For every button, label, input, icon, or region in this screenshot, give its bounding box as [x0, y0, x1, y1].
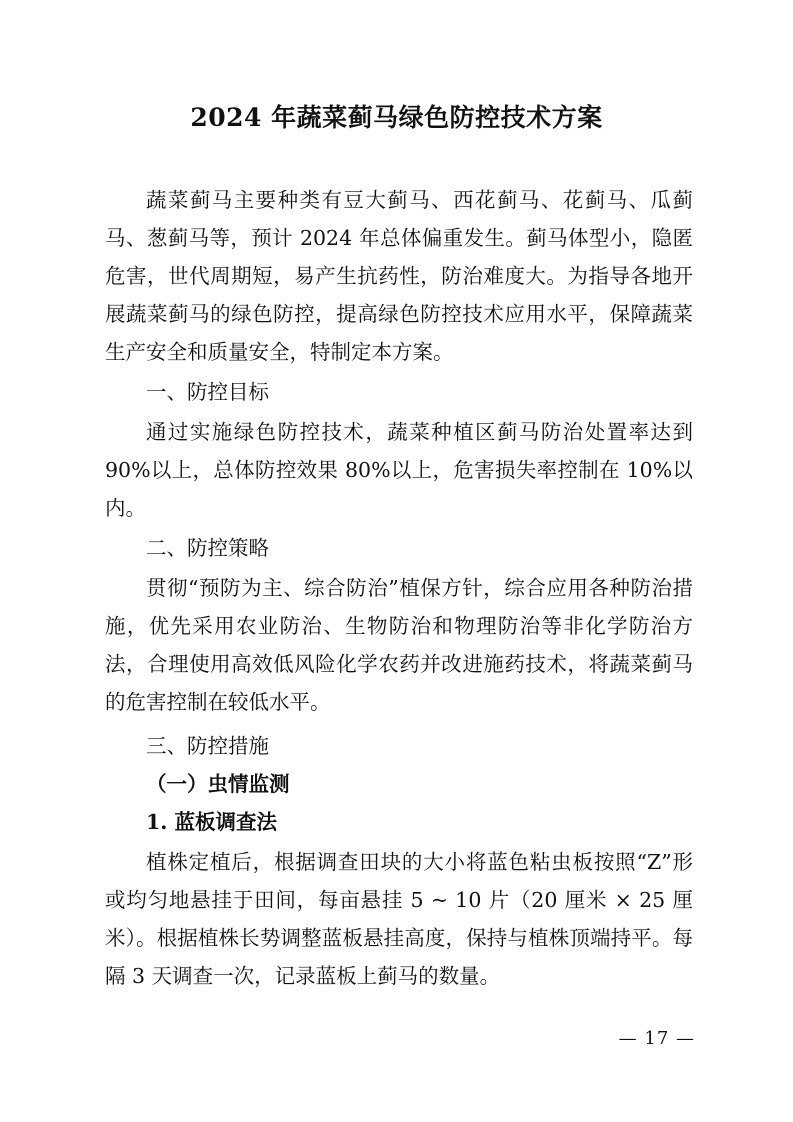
intro-paragraph: 蔬菜蓟马主要种类有豆大蓟马、西花蓟马、花蓟马、瓜蓟马、葱蓟马等，预计 2024 年总体偏重发生。蓟马体型小，隐匿危害，世代周期短，易产生抗药性，防治难度大。为指导各地开展蔬菜蓟马的绿色防控，提高绿色防控技术应用水平，保障蔬菜生产安全和质量安全，特制定本方案。 — [105, 188, 693, 364]
subsection-heading-monitoring: （一）虫情监测 — [146, 772, 290, 796]
blue-board-paragraph: 植株定植后，根据调查田块的大小将蓝色粘虫板按照“Z”形或均匀地悬挂于田间，每亩悬挂 5 ~ 10 片（20 厘米 × 25 厘米）。根据植株长势调整蓝板悬挂高度，保持与植株顶端持平。每隔 3 天调查一次，记录蓝板上蓟马的数量。 — [105, 850, 693, 988]
document-title: 2024 年蔬菜蓟马绿色防控技术方案 — [190, 103, 603, 132]
subsubsection-heading-blue-board: 1. 蓝板调查法 — [146, 810, 278, 834]
section-targets-paragraph: 通过实施绿色防控技术，蔬菜种植区蓟马防治处置率达到 90%以上，总体防控效果 80%以上，危害损失率控制在 10%以内。 — [105, 420, 693, 520]
section-heading-strategy: 二、防控策略 — [146, 536, 269, 560]
section-heading-measures: 三、防控措施 — [146, 734, 269, 758]
section-heading-targets: 一、防控目标 — [146, 380, 269, 404]
document-body — [105, 181, 693, 995]
page-number: — 17 — — [618, 1028, 695, 1049]
section-strategy-paragraph: 贯彻“预防为主、综合防治”植保方针，综合应用各种防治措施，优先采用农业防治、生物防治和物理防治等非化学防治方法，合理使用高效低风险化学农药并改进施药技术，将蔬菜蓟马的危害控制在较低水平。 — [105, 576, 693, 714]
